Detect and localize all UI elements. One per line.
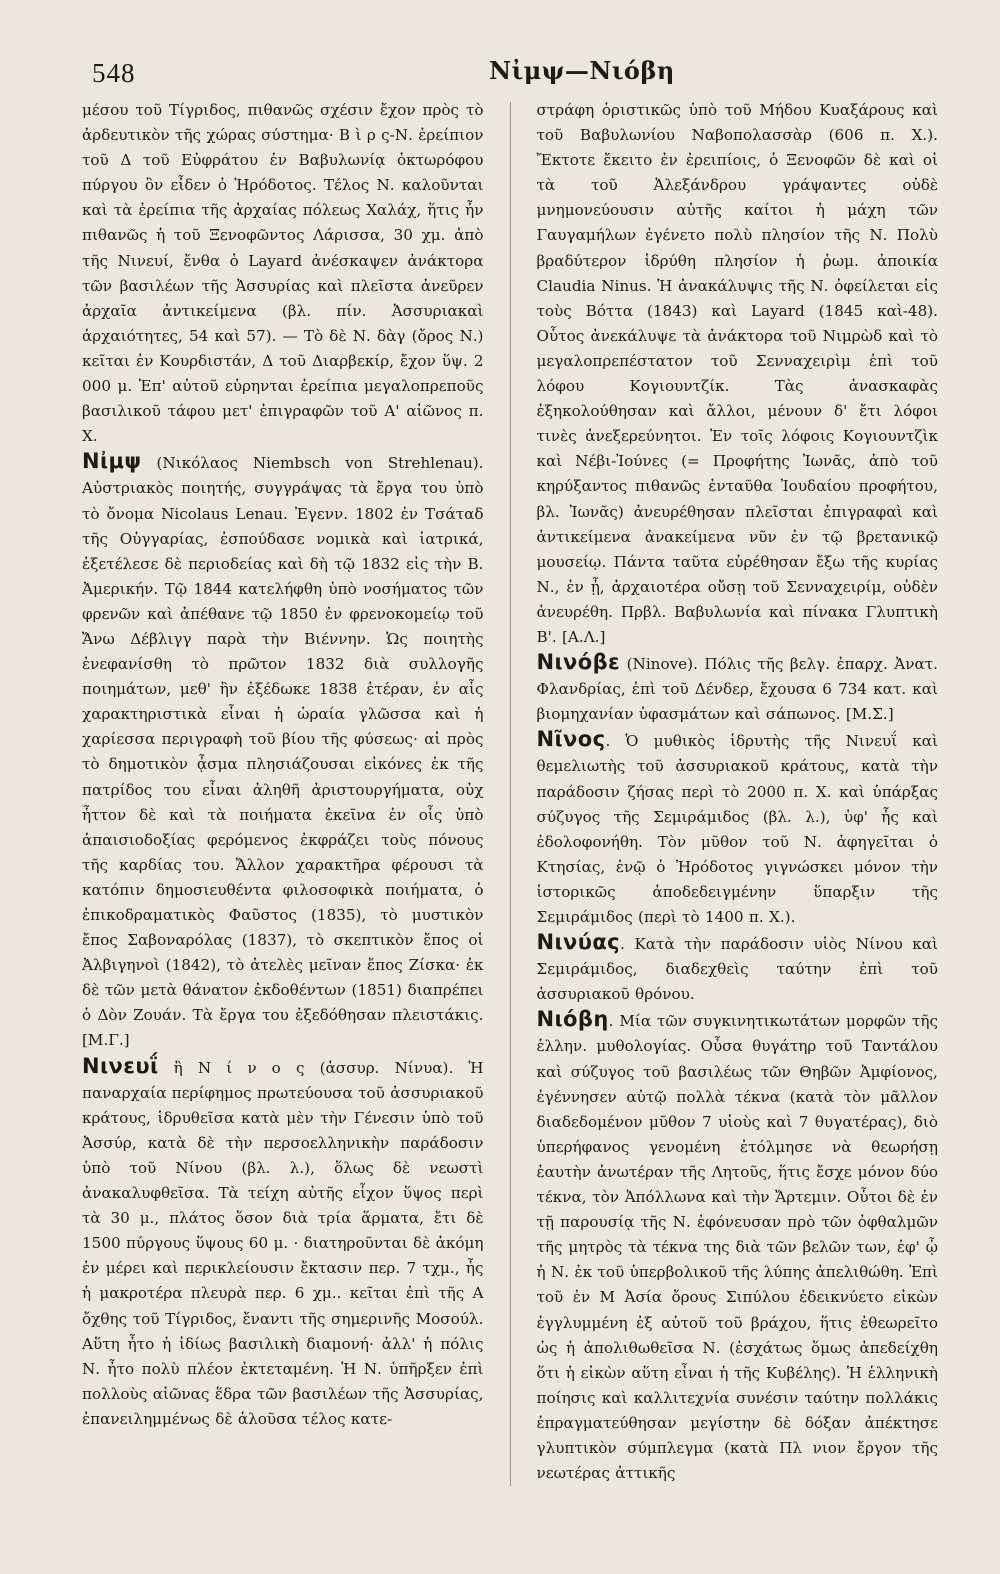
- entry-body: . Κατὰ τὴν παράδοσιν υἱὸς Νίνου καὶ Σεμιράμιδος, διαδεχθεὶς ταύτην ἐπὶ τοῦ ἀσσυριακοῦ θρόνου.: [536, 935, 938, 1004]
- entry-headword: Νινύας: [536, 930, 621, 955]
- entry-body: (Νικόλαος Niembsch von Strehlenau). Αὐστριακὸς ποιητής, συγγράψας τὰ ἔργα του ὑπὸ τὸ ὄνομα Nicolaus Lenau. Ἐγενν. 1802 ἐν Τσάταδ τῆς Οὑγγαρίας, ἐσπούδασε νομικὰ καὶ ἰατρικά, ἐξετέλεσε δὲ περιοδείας καὶ δὴ τῷ 1832 εἰς τὴν Β. Ἀμερικήν. Τῷ 1844 κατελήφθη ὑπὸ νοσήματος τῶν φρενῶν καὶ ἀπέθανε τῷ 1850 ἐν φρενοκομείῳ τοῦ Ἄνω Δέβλιγγ παρὰ τὴν Βιέννην. Ὡς ποιητὴς ἐνεφανίσθη τὸ πρῶτον 1832 διὰ συλλογῆς ποιημάτων, μεθ' ἣν ἐξέδωκε 1838 ἑτέραν, ἐν αἷς χαρακτηριστικὰ εἶναι ἡ ὡραία γλῶσσα καὶ ἡ χαρίεσσα περιγραφὴ τοῦ βίου τῆς φύσεως· αἱ πρὸς τὸ δημοτικὸν ᾆσμα πλησιάζουσαι εἰκόνες ἐκ τῆς πατρίδος του εἶναι ἀληθῆ ἀριστουργήματα, οὐχ ἧττον δὲ καὶ τὰ ποιήματα ἐκεῖνα ἐν οἷς ὑπὸ ἀπαισιοδοξίας φερόμενος ἐκφράζει τοὺς πόνους τῆς καρδίας του. Ἄλλον χαρακτῆρα φέρουσι τὰ κατόπιν δημοσιευθέντα φιλοσοφικὰ ποιήματα, ὁ ἐπικοδραματικὸς Φαῦστος (1835), τὸ μυστικὸν ἔπος Σαβοναρόλας (1837), τὸ σκεπτικὸν ἔπος οἱ Ἀλβιγηνοὶ (1842), τὸ ἀτελὲς μεῖναν ἔπος Ζίσκα· ἐκ δὲ τῶν μετὰ θάνατον ἐκδοθέντων (1851) διαπρέπει ὁ Δὸν Ζουάν. Τὰ ἔργα του ἐξεδόθησαν πλειστάκις. [Μ.Γ.]: [82, 454, 484, 1050]
- entry-headword: Νινευΐ: [82, 1053, 159, 1078]
- entry-ninos: [537, 727, 939, 930]
- entry-body: (Ninove). Πόλις τῆς βελγ. ἐπαρχ. Ἀνατ. Φλανδρίας, ἐπὶ τοῦ Δένδερ, ἔχουσα 6 734 κατ. καὶ βιομηχανίαν ὑφασμάτων καὶ σάπωνος. [Μ.Σ.]: [536, 655, 938, 724]
- entry-body: . Ὁ μυθικὸς ἱδρυτὴς τῆς Νινευΐ καὶ θεμελιωτὴς τοῦ ἀσσυριακοῦ κράτους, κατὰ τὴν παράδοσιν ζήσας περὶ τὸ 2000 π. Χ. καὶ ὑπάρξας σύζυγος τῆς Σεμιράμιδος (βλ. λ.), ὑφ' ἧς καὶ ἐδολοφονήθη. Τὸν μῦθον τοῦ Ν. ἀφηγεῖται ὁ Κτησίας, ἐνῷ ὁ Ἡρόδοτος γιγνώσκει μόνον τὴν ἱστορικῶς ἀποδεδειγμένην ὕπαρξιν τῆς Σεμιράμιδος (περὶ τὸ 1400 π. Χ.).: [536, 732, 938, 926]
- entry-ninove: [537, 650, 939, 727]
- text-columns: [82, 98, 938, 1486]
- entry-nimps: [82, 449, 484, 1053]
- right-column: [537, 98, 939, 1486]
- continued-entry-text: μέσου τοῦ Τίγριδος, πιθανῶς σχέσιν ἔχον πρὸς τὸ ἀρδευτικὸν τῆς χώρας σύστημα· Β ὶ ρ ς-Ν. ἐρείπιον τοῦ Δ τοῦ Εὐφράτου ἐν Βαβυλωνίᾳ ὀκτωρόφου πύργου ὃν εἶδεν ὁ Ἡρόδοτος. Τέλος Ν. καλοῦνται καὶ τὰ ἐρείπια τῆς ἀρχαίας πόλεως Χαλάχ, ἥτις ἦν πιθανῶς ἡ τοῦ Ξενοφῶντος Λάρισσα, 30 χμ. ἀπὸ τῆς Νινευί, ἔνθα ὁ Layard ἀνέσκαψεν ἀνάκτορα τῶν βασιλέων τῆς Ἀσσυρίας καὶ πλεῖστα ἀνεῦρεν ἀρχαῖα ἀντικείμενα (βλ. πίν. Ἀσσυριακαὶ ἀρχαιότητες, 54 καὶ 57). — Τὸ δὲ Ν. δὰγ (ὄρος Ν.) κεῖται ἐν Κουρδιστάν, Δ τοῦ Διαρβεκίρ, ἔχον ὕψ. 2 000 μ. Ἐπ' αὐτοῦ εὑρηνται ἐρείπια μεγαλοπρεποῦς βασιλικοῦ τάφου μετ' ἐπιγραφῶν τοῦ Α' αἰῶνος π. Χ.: [82, 101, 484, 446]
- page-number: 548: [92, 58, 136, 88]
- column-divider: [510, 102, 511, 1486]
- entry-body: . Μία τῶν συγκινητικωτάτων μορφῶν τῆς ἑλλην. μυθολογίας. Οὖσα θυγάτηρ τοῦ Ταντάλου καὶ σύζυγος τοῦ βασιλέως τῶν Θηβῶν Ἀμφίονος, ἐγέννησεν αὐτῷ πολλὰ τέκνα (κατὰ τὸν μᾶλλον διαδεδομένον μῦθον 7 υἱοὺς καὶ 7 θυγατέρας), διὸ ὑπερήφανος γενομένη ἐτόλμησε νὰ θεωρήσῃ ἑαυτὴν ἀνωτέραν τῆς Λητοῦς, ἥτις ἔσχε μόνον δύο τέκνα, τὸν Ἀπόλλωνα καὶ τὴν Ἄρτεμιν. Οὗτοι δὲ ἐν τῇ παρουσίᾳ τῆς Ν. ἐφόνευσαν πρὸ τῶν ὀφθαλμῶν τῆς μητρὸς τὰ τέκνα της διὰ τῶν βελῶν των, ἐφ' ᾧ ἡ Ν. ἐκ τοῦ ὑπερβολικοῦ τῆς λύπης ἀπελιθώθη. Ἐπὶ τοῦ ἐν Μ Ἀσία ὄρους Σιπύλου ἐδεικνύετο εἰκὼν ἐγγλυμμένη ἐξ αὐτοῦ τοῦ βράχου, ἥτις ἐθεωρεῖτο ὡς ἡ ἀπολιθωθεῖσα Ν. (ἐσχάτως ὅμως ἀπεδείχθη ὅτι ἡ εἰκὼν αὕτη εἶναι ἡ τῆς Κυβέλης). Ἡ ἑλληνικὴ ποίησις καὶ καλλιτεχνία συνέσιν ταύτην πολλάκις ἐπραγματεύθησαν μεγίστην δὲ δόξαν ἀπέκτησε γλυπτικὸν σύμπλεγμα (κατὰ Πλ νιον ἔργον τῆς νεωτέρας ἀττικῆς: [536, 1012, 938, 1483]
- entry-nineveh: [82, 1054, 484, 1432]
- running-head: Νἰμψ—Νιόβη: [489, 56, 675, 85]
- entry-headword: Νιόβη: [536, 1007, 609, 1032]
- entry-ninyas: [537, 930, 939, 1007]
- page-header: [82, 52, 938, 98]
- entry-headword: Νἰμψ: [82, 449, 142, 474]
- entry-body: ἢ Ν ί ν ο ς (ἀσσυρ. Νίνυα). Ἡ παναρχαία περίφημος πρωτεύουσα τοῦ ἀσσυριακοῦ κράτους, ἱδρυθεῖσα κατὰ μὲν τὴν Γένεσιν ὑπὸ τοῦ Ἀσσύρ, κατὰ δὲ τὴν περσοελληνικὴν παράδοσιν ὑπὸ τοῦ Νίνου (βλ. λ.), ὅλως δὲ νεωστὶ ἀνακαλυφθεῖσα. Τὰ τείχη αὐτῆς εἶχον ὕψος περὶ τὰ 30 μ., πλάτος ὅσον διὰ τρία ἅρματα, ἔτι δὲ 1500 πύργους ὕψους 60 μ. · διατηροῦνται δὲ ἀκόμη ἐν μέρει καὶ περικλείουσιν ἔκτασιν περ. 7 τχμ., ἧς ἡ μακροτέρα πλευρὰ περ. 6 χμ.. κεῖται ἐπὶ τῆς Α ὄχθης τοῦ Τίγριδος, ἔναντι τῆς σημερινῆς Μοσούλ. Αὕτη ἦτο ἡ ἰδίως βασιλικὴ διαμονή· ἀλλ' ἡ πόλις Ν. ἦτο πολὺ πλέον ἐκτεταμένη. Ἡ Ν. ὑπῆρξεν ἐπὶ πολλοὺς αἰῶνας ἕδρα τῶν βασιλέων τῆς Ἀσσυρίας, ἐπανειλημμένως δὲ ἁλοῦσα τέλος κατε-: [82, 1058, 484, 1428]
- left-column: [82, 98, 484, 1486]
- entry-niobe: [537, 1007, 939, 1486]
- continued-entry-text: στράφη ὁριστικῶς ὑπὸ τοῦ Μήδου Κυαξάρους καὶ τοῦ Βαβυλωνίου Ναβοπολασσὰρ (606 π. Χ.). Ἔκτοτε ἔκειτο ἐν ἐρειπίοις, ὁ Ξενοφῶν δὲ καὶ οἱ τὰ τοῦ Ἀλεξάνδρου γράψαντες οὐδὲ μνημονεύουσιν αὐτῆς καίτοι ἡ μάχη τῶν Γαυγαμήλων ἐγένετο πολὺ πλησίον τῆς Ν. Πολὺ βραδύτερον ἱδρύθη πλησίον ἡ ῥωμ. ἀποικία Claudia Ninus. Ἡ ἀνακάλυψις τῆς Ν. ὀφείλεται εἰς τοὺς Βόττα (1843) καὶ Layard (1845 καὶ-48). Οὗτος ἀνεκάλυψε τὰ ἀνάκτορα τοῦ Νιμρὼδ καὶ τὸ μεγαλοπρεπέστατον τοῦ Σενναχειρὶμ ἐπὶ τοῦ λόφου Κογιουντζίκ. Τὰς ἀνασκαφὰς ἐξηκολούθησαν καὶ ἄλλοι, μένουν δ' ἔτι λόφοι τινὲς ἀνεξερεύνητοι. Ἐν τοῖς λόφοις Κογιουντζὶκ καὶ Νέβι-Ἰούνες (= Προφήτης Ἰωνᾶς, ἀπὸ τοῦ κηρύξαντος πιθανῶς ἐνταῦθα Ἰουδαίου προφήτου, βλ. Ἰωνᾶς) ἀνευρέθησαν πλεῖσται ἐπιγραφαὶ καὶ ἀντικείμενα ἀνακείμενα νῦν ἐν τῷ βρετανικῷ μουσείῳ. Πάντα ταῦτα εὑρέθησαν ἔξω τῆς κυρίας Ν., ἐν ᾗ, ἀρχαιοτέρα οὔσῃ τοῦ Σενναχειρίμ, οὐδὲν ἀνευρέθη. Πρβλ. Βαβυλωνία καὶ πίνακα Γλυπτικὴ Β'. [Α.Λ.]: [536, 101, 938, 646]
- entry-headword: Νῖνος: [536, 727, 606, 752]
- entry-headword: Νινόβε: [536, 650, 621, 675]
